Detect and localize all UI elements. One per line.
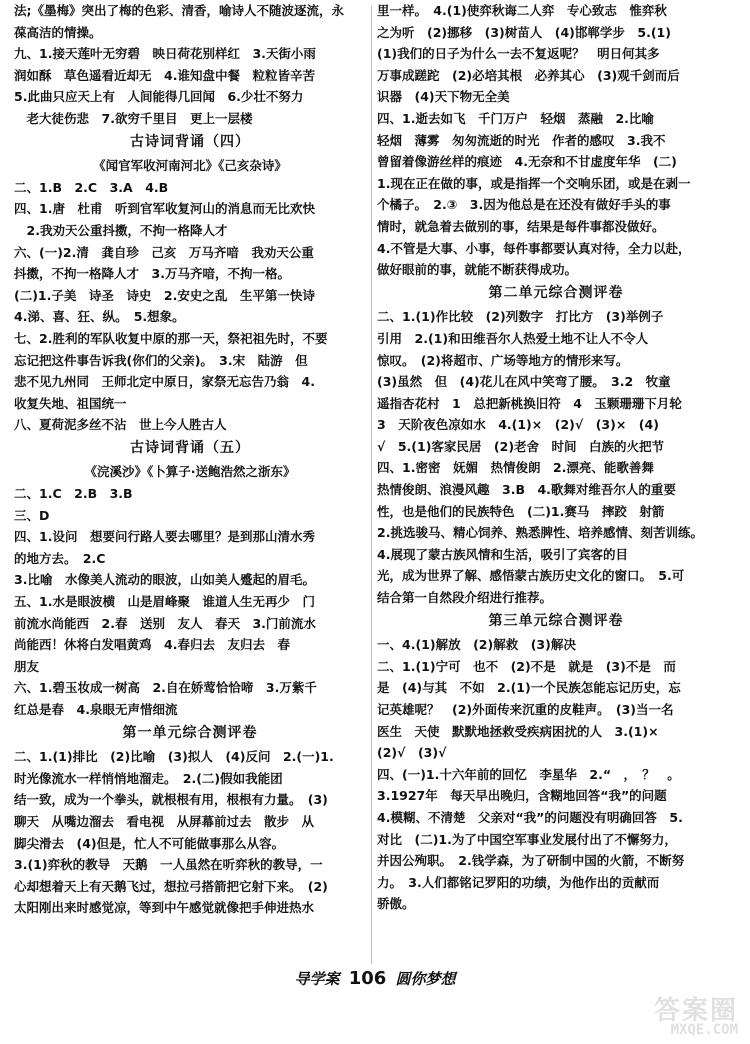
answer-line: 太阳刚出来时感觉凉，等到中午感觉就像把手伸进热水 — [14, 900, 315, 916]
answer-line: 结合第一自然段介绍进行推荐。 — [377, 590, 553, 606]
answer-line: 轻烟 薄雾 匆匆流逝的时光 作者的感叹 3.我不 — [377, 132, 666, 148]
page-footer — [0, 968, 750, 989]
answer-line: 光，成为世界了解、感悟蒙古族历史文化的窗口。 5.可 — [377, 568, 685, 584]
section-heading: 第三单元综合测评卷 — [488, 612, 624, 629]
watermark-logo-text: 答案圈 — [653, 996, 738, 1026]
answer-line: 3.1927年 每天早出晚归，含糊地回答“我”的问题 — [377, 788, 667, 804]
section-heading: 第二单元综合测评卷 — [488, 284, 624, 301]
answer-line: 4.不管是大事、小事，每件事都要认真对待，全力以赴， — [377, 240, 691, 256]
answer-line: 脚尖滑去 (4)但是，忙人不可能做事那么从容。 — [14, 835, 285, 851]
site-watermark — [614, 990, 744, 1040]
answer-line: 六、(一)2.清 龚自珍 己亥 万马齐喑 我劝天公重 — [14, 244, 314, 260]
answer-line: 尚能西！休将白发唱黄鸡 4.春归去 友归去 春 — [14, 637, 290, 653]
answer-line: 并因公殉职。 2.钱学森，为了研制中国的火箭，不断努 — [377, 853, 685, 869]
answer-line: 聊天 从嘴边溜去 看电视 从屏幕前过去 散步 从 — [14, 813, 315, 829]
answer-line: 时光像流水一样悄悄地溜走。 2.(二)假如我能团 — [14, 770, 283, 786]
left-column — [14, 0, 366, 919]
answer-line: 八、夏荷泥多丝不沾 世上今人胜古人 — [14, 417, 227, 433]
answer-line: 二、1.(1)作比较 (2)列数字 打比方 (3)举例子 — [377, 309, 664, 325]
answer-line: 心却想着天上有天鹅飞过，想拉弓搭箭把它射下来。 (2) — [14, 878, 328, 894]
answer-line: 收复失地、祖国统一 — [14, 395, 127, 411]
answer-line: (2)√ (3)√ — [377, 745, 447, 761]
answer-line: 4.涕、喜、狂、纵。 5.想象。 — [14, 309, 185, 325]
answer-line: 四、1.逝去如飞 千门万户 轻烟 蒸融 2.比喻 — [377, 110, 654, 126]
answer-line: 朋友 — [14, 658, 40, 674]
section-heading: 第一单元综合测评卷 — [122, 724, 258, 741]
answer-line: 五、1.水是眼波横 山是眉峰聚 谁道人生无再少 门 — [14, 594, 315, 610]
answer-line: 记英雄呢？ (2)外面传来沉重的皮鞋声。 (3)当一名 — [377, 702, 674, 717]
answer-line: 医生 天使 默默地拯救受疾病困扰的人 3.(1)× — [377, 723, 659, 739]
answer-line: 3 天阶夜色凉如水 4.(1)× (2)√ (3)× (4) — [377, 417, 659, 433]
answer-line: 3.比喻 水像美人流动的眼波，山如美人蹙起的眉毛。 — [14, 572, 315, 588]
answer-line: √ 5.(1)客家民居 (2)老舍 时间 白族的火把节 — [377, 438, 665, 454]
answer-line: 4.模糊、不清楚 父亲对“我”的问题没有明确回答 5. — [377, 809, 683, 825]
answer-line: 情时，就急着去做别的事，结果是每件事都没做好。 — [377, 218, 665, 234]
section-subheading: 《浣溪沙》《卜算子·送鲍浩然之浙东》 — [84, 464, 296, 480]
answer-line: 六、1.碧玉妆成一树高 2.自在娇莺恰恰啼 3.万紫千 — [14, 680, 317, 696]
answer-line: 葆高洁的情操。 — [14, 24, 102, 40]
answer-line: 抖擞，不拘一格降人才 3.万马齐喑，不拘一格。 — [14, 266, 290, 282]
answer-line: 四、(一)1.十六年前的回忆 李星华 2.“ ， ？ 。 — [377, 766, 680, 782]
answer-line: 1.现在正在做的事，或是指挥一个交响乐团，或是在剥一 — [377, 175, 691, 191]
answer-line: 四、1.唐 杜甫 听到官军收复河山的消息而无比欢快 — [14, 201, 315, 217]
answer-line: 的地方去。 2.C — [14, 550, 106, 566]
answer-line: 3.(1)弈秋的教导 天鹅 一人虽然在听弈秋的教导，一 — [14, 857, 323, 873]
answer-line: 4.展现了蒙古族风情和生活，吸引了宾客的目 — [377, 546, 628, 562]
answer-line: 识器 (4)天下物无全美 — [377, 89, 510, 105]
section-heading: 古诗词背诵（四） — [130, 133, 250, 150]
answer-line: 5.此曲只应天上有 人间能得几回闻 6.少壮不努力 — [14, 89, 304, 105]
answer-line: 二、1.C 2.B 3.B — [14, 486, 133, 502]
answer-line: (3)虽然 但 (4)花儿在风中笑弯了腰。 3.2 牧童 — [377, 374, 671, 390]
answer-line: 悲不见九州同 王师北定中原日，家祭无忘告乃翁 4. — [14, 374, 315, 390]
answer-line: 2.挑选骏马、精心饲养、熟悉脾性、培养感情、刻苦训练。 — [377, 525, 703, 541]
watermark-url: MXQE.COM — [670, 1022, 738, 1038]
column-divider — [371, 6, 372, 964]
section-heading: 古诗词背诵（五） — [130, 439, 250, 456]
answer-line: 九、1.接天莲叶无穷碧 映日荷花别样红 3.天街小雨 — [14, 46, 316, 62]
answer-line: 润如酥 草色遥看近却无 4.谁知盘中餐 粒粒皆辛苦 — [14, 67, 315, 83]
footer-brand-left: 导学案 — [294, 970, 340, 988]
answer-line: 里一样。 4.(1)使弈秋诲二人弈 专心致志 惟弈秋 — [377, 3, 667, 18]
answer-line: 之为听 (2)挪移 (3)树苗人 (4)邯郸学步 5.(1) — [377, 24, 671, 40]
answer-line: (1)我们的日子为什么一去不复返呢？ 明日何其多 — [377, 46, 660, 62]
answer-line: 性，也是他们的民族特色 (二)1.赛马 摔跤 射箭 — [377, 503, 665, 519]
answer-line: 三、D — [14, 507, 50, 523]
answer-line: 忘记把这件事告诉我(你们的父亲)。 3.宋 陆游 但 — [14, 352, 308, 368]
answer-line: 红总是春 4.泉眼无声惜细流 — [14, 702, 178, 717]
answer-line: 前流水尚能西 2.春 送别 友人 春天 3.门前流水 — [14, 615, 316, 631]
answer-line: 一、4.(1)解放 (2)解救 (3)解决 — [377, 637, 576, 653]
section-subheading: 《闻官军收河南河北》《己亥杂诗》 — [93, 158, 287, 174]
answer-line: 做好眼前的事，就能不断获得成功。 — [377, 262, 578, 278]
answer-line: 2.我劝天公重抖擞，不拘一格降人才 — [14, 222, 228, 238]
answer-line: 对比 (二)1.为了中国空军事业发展付出了不懈努力， — [377, 831, 677, 847]
answer-line: 是 (4)与其 不如 2.(1)一个民族怎能忘记历史，忘 — [377, 680, 681, 696]
answer-line: (二)1.子美 诗圣 诗史 2.安史之乱 生平第一快诗 — [14, 287, 315, 303]
answer-line: 二、1.(1)宁可 也不 (2)不是 就是 (3)不是 而 — [377, 658, 676, 674]
page-number: 106 — [348, 968, 387, 989]
answer-line: 四、1.密密 妩媚 热情俊朗 2.漂亮、能歌善舞 — [377, 460, 654, 476]
answer-line: 惊叹。 (2)将超市、广场等地方的情形来写。 — [377, 352, 629, 368]
answer-line: 结一致，成为一个拳头，就根根有用，根根有力量。 (3) — [14, 792, 328, 808]
answer-line: 老大徒伤悲 7.欲穷千里目 更上一层楼 — [14, 110, 253, 126]
answer-line: 万事成蹉跎 (2)必培其根 必养其心 (3)观千剑而后 — [377, 67, 680, 83]
right-column — [377, 0, 735, 915]
answer-line: 引用 2.(1)和田维吾尔人热爱土地不让人不令人 — [377, 330, 649, 346]
answer-line: 力。 3.人们都铭记罗阳的功绩，为他作出的贡献而 — [377, 874, 660, 890]
answer-line: 遥指杏花村 1 总把新桃换旧符 4 玉颗珊珊下月轮 — [377, 395, 682, 411]
answer-line: 七、2.胜利的军队收复中原的那一天，祭祀祖先时，不要 — [14, 330, 328, 346]
answer-line: 二、1.B 2.C 3.A 4.B — [14, 179, 169, 195]
answer-line: 个橘子。 2.③ 3.因为他总是在还没有做好手头的事 — [377, 197, 671, 213]
answer-line: 法;《墨梅》突出了梅的色彩、清香，喻诗人不随波逐流，永 — [14, 3, 344, 18]
answer-line: 热情俊朗、浪漫风趣 3.B 4.歌舞对维吾尔人的重要 — [377, 482, 676, 498]
answer-line: 骄傲。 — [377, 896, 415, 912]
answer-line: 曾留着像游丝样的痕迹 4.无奈和不甘虚度年华 (二) — [377, 154, 677, 170]
answer-line: 四、1.设问 想要问行路人要去哪里？是到那山清水秀 — [14, 529, 315, 545]
footer-brand-right: 圆你梦想 — [395, 970, 456, 988]
answer-line: 二、1.(1)排比 (2)比喻 (3)拟人 (4)反问 2.(一)1. — [14, 749, 334, 765]
